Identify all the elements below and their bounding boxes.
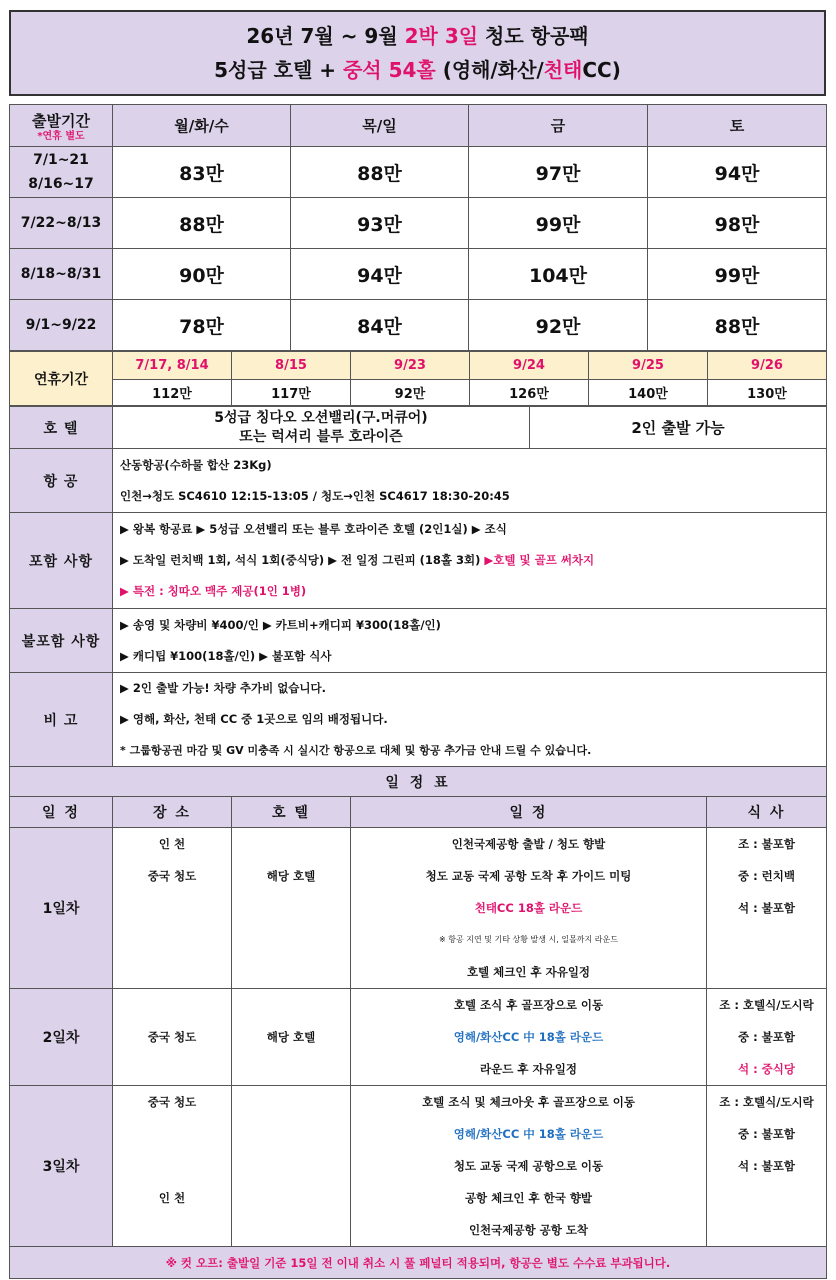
price-row (10, 147, 827, 198)
price-cell: 97만 (469, 147, 648, 198)
day-places: 중국 청도 (113, 989, 232, 1086)
day-hotel: 해당 호텔 (232, 828, 351, 989)
holiday-date: 7/17, 8/14 (113, 352, 232, 380)
remark-row (10, 673, 827, 767)
holiday-price: 112만 (113, 380, 232, 406)
cheontae-round: 천태CC 18홀 라운드 (474, 901, 583, 915)
holiday-date-row (10, 352, 827, 380)
day-meals: 조 : 호텔식/도시락 중 : 불포함 석 : 중식당 (707, 989, 827, 1086)
schedule-header-row (10, 797, 827, 828)
schedule-col-hotel: 호 텔 (232, 797, 351, 828)
price-cell: 78만 (113, 300, 291, 351)
price-row (10, 198, 827, 249)
holiday-date: 9/25 (589, 352, 708, 380)
price-table (9, 104, 827, 351)
flight-label: 항 공 (10, 449, 113, 513)
title-line-2: 5성급 호텔 + 중석 54홀 (영해/화산/천태CC) (214, 58, 621, 82)
day-itinerary: 호텔 조식 및 체크아웃 후 골프장으로 이동 영해/화산CC 中 18홀 라운드 청도 교동 국제 공항으로 이동 공항 체크인 후 한국 향발 인천국제공항 공항 도착 (351, 1086, 707, 1247)
price-cell: 99만 (469, 198, 648, 249)
price-cell: 88만 (113, 198, 291, 249)
exclude-label: 불포함 사항 (10, 609, 113, 673)
schedule-day-row (10, 989, 827, 1086)
exclude-content: ▶ 송영 및 차량비 ¥400/인 ▶ 카트비+캐디피 ¥300(18홀/인) ▶ 캐디팁 ¥100(18홀/인) ▶ 불포함 식사 (113, 609, 827, 673)
flight-content: 산동항공(수하물 합산 23Kg) 인천→청도 SC4610 12:15-13:05 / 청도→인천 SC4617 18:30-20:45 (113, 449, 827, 513)
price-cell: 94만 (648, 147, 827, 198)
schedule-col-itinerary: 일 정 (351, 797, 707, 828)
holiday-price-row (10, 380, 827, 406)
col-header-fri: 금 (469, 105, 648, 147)
day-label: 3일차 (10, 1086, 113, 1247)
day-meals: 조 : 불포함 중 : 런치백 석 : 불포함 (707, 828, 827, 989)
holiday-price: 130만 (708, 380, 827, 406)
package-info-table (9, 406, 827, 767)
period-cell: 7/22~8/13 (10, 198, 113, 249)
two-person-departure-note: 2인 출발 가능 (530, 407, 827, 449)
holiday-date: 9/23 (351, 352, 470, 380)
day-itinerary: 인천국제공항 출발 / 청도 향발 청도 교동 국제 공항 도착 후 가이드 미팅 천태CC 18홀 라운드 ※ 항공 지연 및 기타 상황 발생 시, 일몰까지 라운드 호텔 체크인 후 자유일정 (351, 828, 707, 989)
holiday-label: 연휴기간 (10, 352, 113, 406)
holiday-date: 9/24 (470, 352, 589, 380)
price-cell: 92만 (469, 300, 648, 351)
col-header-sat: 토 (648, 105, 827, 147)
price-row (10, 249, 827, 300)
price-cell: 99만 (648, 249, 827, 300)
holiday-price: 140만 (589, 380, 708, 406)
schedule-day-row (10, 828, 827, 989)
schedule-col-day: 일 정 (10, 797, 113, 828)
holiday-price: 126만 (470, 380, 589, 406)
price-header-row (10, 105, 827, 147)
holiday-excluded-note: *연휴 별도 (37, 130, 85, 142)
col-header-thu-sun: 목/일 (291, 105, 469, 147)
schedule-title: 일 정 표 (10, 767, 827, 797)
period-cell: 7/1~21 8/16~17 (10, 147, 113, 198)
holiday-date: 8/15 (232, 352, 351, 380)
price-cell: 88만 (648, 300, 827, 351)
period-cell: 9/1~9/22 (10, 300, 113, 351)
day-label: 2일차 (10, 989, 113, 1086)
special-benefit: ▶ 특전 : 칭따오 맥주 제공(1인 1병) (120, 584, 307, 598)
holiday-price: 117만 (232, 380, 351, 406)
holiday-price-table (9, 351, 827, 406)
col-header-mon-tue-wed: 월/화/수 (113, 105, 291, 147)
price-cell: 84만 (291, 300, 469, 351)
include-row (10, 513, 827, 609)
remark-content: ▶ 2인 출발 가능! 차량 추가비 없습니다. ▶ 영해, 화산, 천태 CC 중 1곳으로 임의 배정됩니다. * 그룹항공권 마감 및 GV 미충족 시 실시간 항공으로 대체 및 항공 추가금 안내 드릴 수 있습니다. (113, 673, 827, 767)
flight-row (10, 449, 827, 513)
hotel-label: 호 텔 (10, 407, 113, 449)
price-cell: 88만 (291, 147, 469, 198)
title-line-1: 26년 7월 ~ 9월 2박 3일 청도 항공팩 (246, 24, 589, 48)
price-cell: 83만 (113, 147, 291, 198)
period-cell: 8/18~8/31 (10, 249, 113, 300)
day-hotel (232, 1086, 351, 1247)
holiday-price: 92만 (351, 380, 470, 406)
day-itinerary: 호텔 조식 후 골프장으로 이동 영해/화산CC 中 18홀 라운드 라운드 후 자유일정 (351, 989, 707, 1086)
remark-label: 비 고 (10, 673, 113, 767)
hotel-name: 5성급 칭다오 오션밸리(구.머큐어) 또는 럭셔리 블루 호라이즌 (113, 407, 530, 449)
schedule-col-meals: 식 사 (707, 797, 827, 828)
day-meals: 조 : 호텔식/도시락 중 : 불포함 석 : 불포함 (707, 1086, 827, 1247)
price-cell: 94만 (291, 249, 469, 300)
day-places: 인 천 중국 청도 (113, 828, 232, 989)
exclude-row (10, 609, 827, 673)
cutoff-notice: ※ 컷 오프: 출발일 기준 15일 전 이내 취소 시 풀 페널티 적용되며, 항공은 별도 수수료 부과됩니다. (10, 1247, 827, 1279)
day-label: 1일차 (10, 828, 113, 989)
period-header: 출발기간 *연휴 별도 (10, 105, 113, 147)
schedule-table (9, 766, 827, 1279)
holiday-date: 9/26 (708, 352, 827, 380)
hotel-row (10, 407, 827, 449)
include-label: 포함 사항 (10, 513, 113, 609)
price-cell: 93만 (291, 198, 469, 249)
price-row (10, 300, 827, 351)
schedule-col-place: 장 소 (113, 797, 232, 828)
price-cell: 104만 (469, 249, 648, 300)
price-cell: 98만 (648, 198, 827, 249)
day-hotel: 해당 호텔 (232, 989, 351, 1086)
schedule-day-row (10, 1086, 827, 1247)
price-cell: 90만 (113, 249, 291, 300)
title-banner (9, 10, 826, 96)
day-places: 중국 청도 인 천 (113, 1086, 232, 1247)
include-content: ▶ 왕복 항공료 ▶ 5성급 오션밸리 또는 블루 호라이즌 호텔 (2인1실) ▶ 조식 ▶ 도착일 런치백 1회, 석식 1회(중식당) ▶ 전 일정 그린피 (18홀 3회) ▶호텔 및 골프 써차지 ▶ 특전 : 칭따오 맥주 제공(1인 1병) (113, 513, 827, 609)
